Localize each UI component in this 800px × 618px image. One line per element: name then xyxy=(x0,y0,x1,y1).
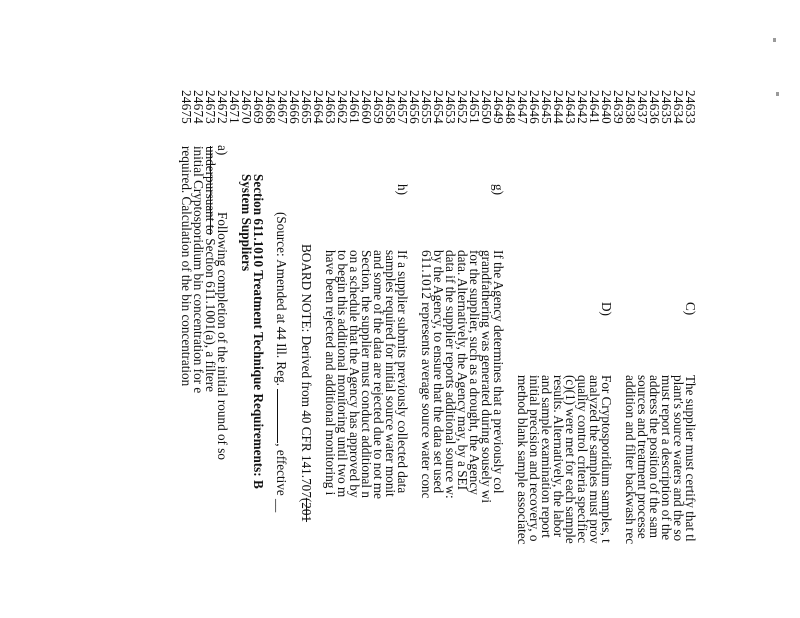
source-text: (Source: Amended at 44 Ill. Reg. xyxy=(274,212,289,386)
text-line: Section, the supplier must conduct additional n xyxy=(359,250,374,498)
text-line: grandfathering was generated during sousely wi xyxy=(479,250,494,504)
line-number: 24667 xyxy=(275,90,290,124)
text-line: If a supplier submits previously collected data xyxy=(395,250,410,494)
line-number: 24657 xyxy=(395,90,410,124)
line-number: 24645 xyxy=(539,90,554,124)
paragraph-label-C: C) xyxy=(683,302,698,316)
line-number: 24662 xyxy=(335,90,350,124)
text-line-rest: Section 611.1001(a), a filtere xyxy=(203,235,218,392)
line-number: 24654 xyxy=(431,90,446,124)
line-number: 24643 xyxy=(563,90,578,124)
board-note xyxy=(300,244,312,522)
line-number: 24638 xyxy=(623,90,638,124)
text-line: 611.1012 represents average source water conc xyxy=(419,250,434,499)
line-number: 24673 xyxy=(203,90,218,124)
board-note-text: BOARD NOTE: Derived from 40 CFR 141.707 xyxy=(299,244,314,498)
text-line: Following completion of the initial round of so xyxy=(215,212,230,460)
text-line: quality control criteria specifiec xyxy=(575,375,590,544)
line-number: 24644 xyxy=(551,90,566,124)
text-line: address the position of the sam xyxy=(647,375,662,538)
paragraph-label-D: D) xyxy=(599,302,614,316)
line-number: 24633 xyxy=(683,90,698,124)
line-number: 24639 xyxy=(611,90,626,124)
section-heading-continued: System Suppliers xyxy=(239,174,254,272)
text-line: initial precision and recovery, o xyxy=(527,375,542,542)
text-line: on a schedule that the Agency has approved by xyxy=(347,250,362,498)
text-line: have been rejected and additional monitoring i xyxy=(323,250,338,496)
line-number: 24646 xyxy=(527,90,542,124)
line-number: 24649 xyxy=(491,90,506,124)
paragraph-label-a: a) xyxy=(215,145,230,156)
text-line: data if the supplier reports additional source w: xyxy=(443,250,458,499)
text-line: initial Cryptosporidium bin concentration for e xyxy=(191,146,206,394)
line-number: 24653 xyxy=(443,90,458,124)
line-number: 24672 xyxy=(215,90,230,124)
text-line: For Cryptosporidium samples, t xyxy=(599,375,614,543)
line-number: 24635 xyxy=(659,90,674,124)
text-line: required. Calculation of the bin concentration xyxy=(179,146,194,387)
paragraph-label-g: g) xyxy=(491,184,506,195)
line-number: 24640 xyxy=(599,90,614,124)
line-number: 24634 xyxy=(671,90,686,124)
paragraph-label-h: h) xyxy=(395,184,410,195)
text-line: by the Agency, to ensure that the data set used xyxy=(431,250,446,494)
line-number: 24670 xyxy=(239,90,254,124)
line-number: 24651 xyxy=(467,90,482,124)
line-number: 24666 xyxy=(287,90,302,124)
line-number: 24637 xyxy=(635,90,650,124)
line-number: 24661 xyxy=(347,90,362,124)
line-number: 24656 xyxy=(407,90,422,124)
line-number: 24671 xyxy=(227,90,242,124)
struck-underlined-text: underpursuant to xyxy=(203,146,218,235)
line-number: 24668 xyxy=(263,90,278,124)
section-heading: Section 611.1010 Treatment Technique Requirements: B xyxy=(251,174,266,489)
line-number: 24665 xyxy=(299,90,314,124)
board-note-struck-text: (201 xyxy=(299,497,314,523)
line-number: 24658 xyxy=(383,90,398,124)
blank-underline xyxy=(277,389,288,443)
line-number: 24650 xyxy=(479,90,494,124)
text-line: method blank sample associatec xyxy=(515,375,530,545)
text-line: If the Agency determines that a previously col xyxy=(491,250,506,494)
text-line: data. Alternatively, the Agency may, by a SEI xyxy=(455,250,470,490)
text-line: analyzed the samples must prov xyxy=(587,375,602,544)
line-number: 24664 xyxy=(311,90,326,124)
line-number: 24675 xyxy=(179,90,194,124)
text-line: must report a description of the xyxy=(659,375,674,541)
line-number: 24641 xyxy=(587,90,602,124)
line-number: 24660 xyxy=(359,90,374,124)
text-line: sources and treatment processe xyxy=(635,375,650,539)
line-number: 24663 xyxy=(323,90,338,124)
text-line: and sample examination report xyxy=(539,375,554,538)
source-effective-text: , effective __ xyxy=(274,443,289,513)
text-line: (c)(1) were met for each sample xyxy=(563,375,578,544)
line-number: 24659 xyxy=(371,90,386,124)
line-number: 24648 xyxy=(503,90,518,124)
text-line: plant's source waters and the so xyxy=(671,375,686,542)
line-number: 24647 xyxy=(515,90,530,124)
line-number: 24674 xyxy=(191,90,206,124)
line-number: 24636 xyxy=(647,90,662,124)
line-number: 24642 xyxy=(575,90,590,124)
text-line: for the supplier, such as a drought, the Agency xyxy=(467,250,482,495)
text-line: and some of the data are rejected due to not me xyxy=(371,250,386,499)
line-number: 24655 xyxy=(419,90,434,124)
text-line: results. Alternatively, the labor xyxy=(551,375,566,538)
text-line: The supplier must certify that tl xyxy=(683,375,698,542)
line-number: 24669 xyxy=(251,90,266,124)
source-line xyxy=(276,212,288,512)
text-line: addition and filter backwash rec xyxy=(623,375,638,545)
text-line: to begin this additional monitoring until two m xyxy=(335,250,350,498)
text-line: samples required for initial source water monit xyxy=(383,250,398,497)
line-number: 24652 xyxy=(455,90,470,124)
